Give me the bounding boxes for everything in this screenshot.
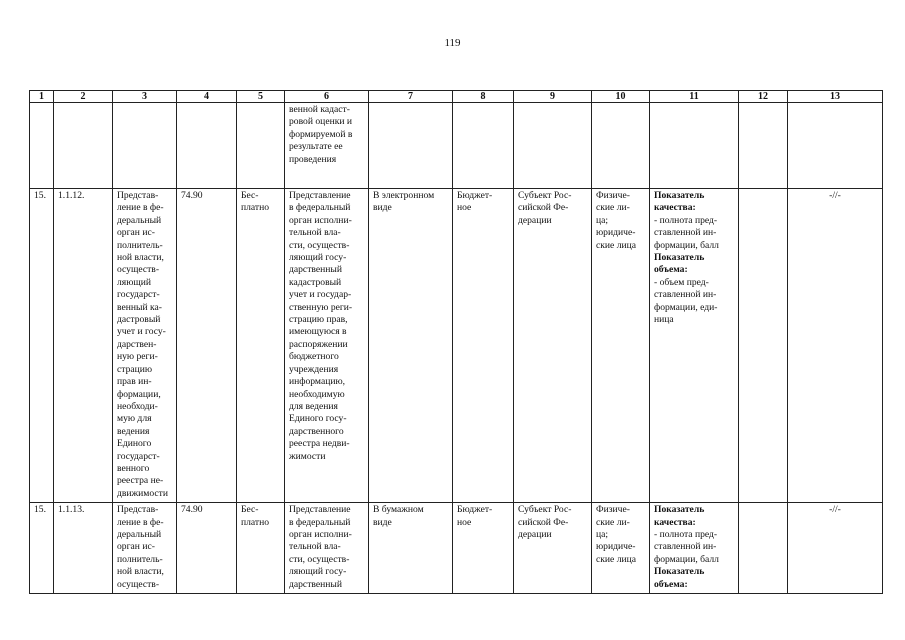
cell-description: венной кадаст- ровой оценки и формируемой в результате ее проведения bbox=[285, 103, 369, 189]
cell-consumers: Физиче- ские ли- ца; юридиче- ские лица bbox=[592, 503, 650, 594]
cell bbox=[237, 103, 285, 189]
cell-founder: Субъект Рос- сийской Фе- дерации bbox=[514, 189, 592, 503]
cell-founder: Субъект Рос- сийской Фе- дерации bbox=[514, 503, 592, 594]
column-header: 11 bbox=[650, 91, 739, 103]
quality-indicator-title: Показатель качества: bbox=[654, 190, 705, 214]
cell-12 bbox=[739, 189, 788, 503]
cell-code: 1.1.13. bbox=[54, 503, 113, 594]
quality-indicator-text: - полнота пред- ставленной ин- формации, балл bbox=[654, 528, 719, 565]
cell bbox=[739, 103, 788, 189]
services-table bbox=[29, 90, 883, 594]
cell-institution-type: Бюджет- ное bbox=[453, 503, 514, 594]
cell-payment: Бес- платно bbox=[237, 189, 285, 503]
column-header: 5 bbox=[237, 91, 285, 103]
column-header: 9 bbox=[514, 91, 592, 103]
cell bbox=[54, 103, 113, 189]
cell-form: В бумажном виде bbox=[369, 503, 453, 594]
cell-consumers: Физиче- ские ли- ца; юридиче- ские лица bbox=[592, 189, 650, 503]
cell-indicators bbox=[650, 189, 739, 503]
cell-description: Представление в федеральный орган исполни- тельной вла- сти, осуществ- ляющий госу- дарственный кадастровый учет и государ- ственную реги- страцию прав, имеющуюся в распоряжении бюджетного учреждения информацию, необходимую для ведения Единого госу- дарственного реестра недви- жимости bbox=[285, 189, 369, 503]
quality-indicator-text: - полнота пред- ставленной ин- формации, балл bbox=[654, 214, 719, 251]
column-header: 13 bbox=[788, 91, 883, 103]
cell-service-name: Представ- ление в фе- деральный орган ис- полнитель- ной власти, осуществ- bbox=[113, 503, 177, 594]
cell bbox=[788, 103, 883, 189]
column-header: 10 bbox=[592, 91, 650, 103]
cell-institution-type: Бюджет- ное bbox=[453, 189, 514, 503]
column-header: 1 bbox=[30, 91, 54, 103]
cell bbox=[514, 103, 592, 189]
cell-13: -//- bbox=[788, 189, 883, 503]
volume-indicator-title: Показатель объема: bbox=[654, 252, 705, 276]
page-number: 119 bbox=[444, 37, 461, 49]
cell-number: 15. bbox=[30, 503, 54, 594]
volume-indicator-title: Показатель объема: bbox=[654, 566, 705, 590]
column-header: 2 bbox=[54, 91, 113, 103]
cell-okved: 74.90 bbox=[177, 503, 237, 594]
table-row bbox=[30, 503, 883, 594]
cell-indicators bbox=[650, 503, 739, 594]
quality-indicator-title: Показатель качества: bbox=[654, 504, 705, 528]
cell-payment: Бес- платно bbox=[237, 503, 285, 594]
cell-number: 15. bbox=[30, 189, 54, 503]
header-row bbox=[30, 91, 883, 103]
cell-form: В электронном виде bbox=[369, 189, 453, 503]
cell bbox=[369, 103, 453, 189]
cell-description: Представление в федеральный орган исполни- тельной вла- сти, осуществ- ляющий госу- дарственный bbox=[285, 503, 369, 594]
volume-indicator-text: - объем пред- ставленной ин- формации, еди- ница bbox=[654, 276, 718, 326]
cell-code: 1.1.12. bbox=[54, 189, 113, 503]
column-header: 8 bbox=[453, 91, 514, 103]
cell-12 bbox=[739, 503, 788, 594]
column-header: 3 bbox=[113, 91, 177, 103]
cell bbox=[113, 103, 177, 189]
table-row bbox=[30, 189, 883, 503]
cell bbox=[650, 103, 739, 189]
cell-okved: 74.90 bbox=[177, 189, 237, 503]
cell bbox=[453, 103, 514, 189]
column-header: 6 bbox=[285, 91, 369, 103]
cell-13: -//- bbox=[788, 503, 883, 594]
column-header: 4 bbox=[177, 91, 237, 103]
column-header: 12 bbox=[739, 91, 788, 103]
column-header: 7 bbox=[369, 91, 453, 103]
cell-service-name: Представ- ление в фе- деральный орган ис- полнитель- ной власти, осуществ- ляющий государст- венный ка- дастровый учет и госу- дарствен- ную реги- страцию прав ин- формации, необходи- мую для ведения Единого государст- венного реестра не- движимости bbox=[113, 189, 177, 503]
table-row-continuation bbox=[30, 103, 883, 189]
cell bbox=[592, 103, 650, 189]
cell bbox=[177, 103, 237, 189]
cell bbox=[30, 103, 54, 189]
